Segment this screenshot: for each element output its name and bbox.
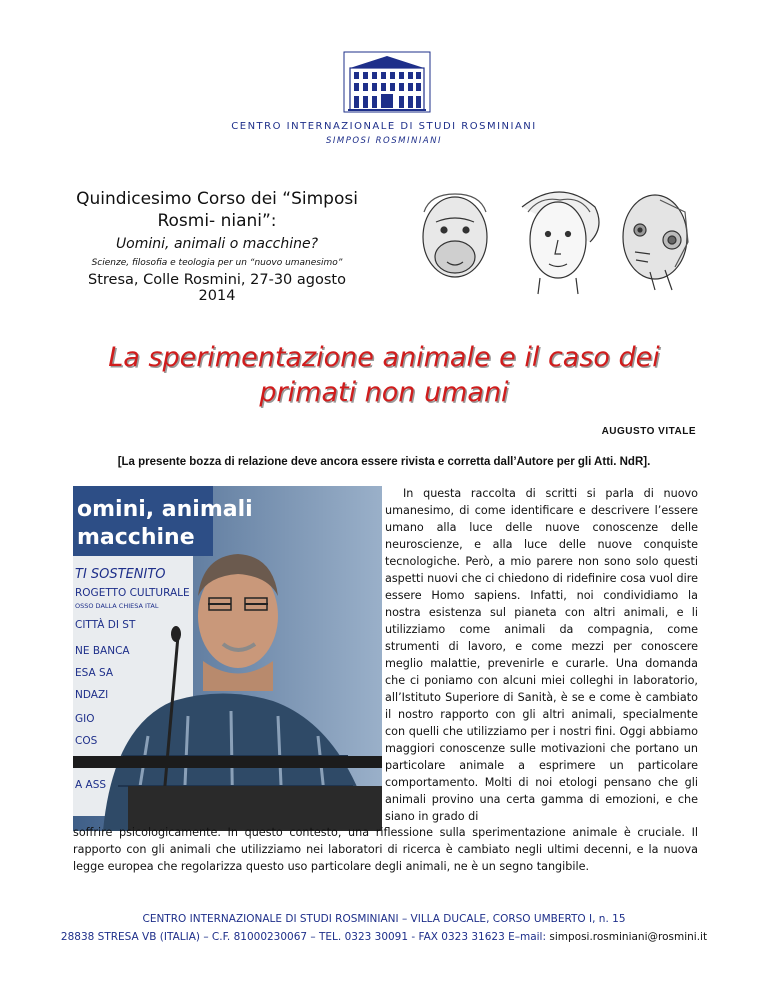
footer-address: CENTRO INTERNAZIONALE DI STUDI ROSMINIANI – VILLA DUCALE, CORSO UMBERTO I, n. 15 (142, 913, 626, 925)
sign-line-2: ROGETTO CULTURALE (75, 587, 190, 599)
sign-line-5: NE BANCA (75, 645, 130, 657)
sign-line-1: TI SOSTENITO (75, 567, 166, 582)
speaker-photo-illustration (73, 486, 382, 831)
three-heads-illustration (410, 182, 700, 297)
sign-line-3: OSSO DALLA CHIESA ITAL (75, 602, 159, 610)
sign-line-7: NDAZI (75, 689, 109, 701)
sign-line-8: GIO (75, 713, 95, 725)
org-subtitle: SIMPOSI ROSMINIANI (325, 136, 443, 146)
course-subtitle: Uomini, animali o macchine? (115, 236, 319, 252)
article-body-full (73, 824, 698, 875)
sign-line-6: ESA SA (75, 667, 114, 679)
article-body-column (385, 485, 698, 825)
article-paragraph-1-cont: soffrire psicologicamente. In questo contesto, una riflessione sulla sperimentazione animale è cruciale. Il rapporto con gli animali che utilizziamo nei laboratori di ricerca è cambiato negli ultimi decenni, e la nuova legge europea che regolarizza questo uso particolare degli animali, ne è un segno tangibile. (73, 826, 698, 873)
course-title: Quindicesimo Corso dei “Simposi Rosmi- niani”: (76, 189, 358, 231)
article-title: La sperimentazione animale e il caso dei primati non umani (108, 342, 660, 408)
footer-contacts (0, 931, 768, 943)
robot-head-icon (623, 195, 688, 290)
banner-line-2: macchine (77, 525, 195, 550)
speaker-photo (73, 486, 382, 831)
footer-email[interactable]: simposi.rosminiani@rosmini.it (549, 931, 708, 943)
building-logo-icon (342, 50, 432, 116)
editorial-note: [La presente bozza di relazione deve ancora essere rivista e corretta dall’Autore per gli Atti. NdR]. (117, 456, 651, 468)
sign-line-4: CITTÀ DI ST (75, 619, 136, 631)
course-block (72, 188, 362, 304)
sign-line-11: A ASS (75, 779, 107, 791)
footer-contacts-text: 28838 STRESA VB (ITALIA) – C.F. 81000230067 – TEL. 0323 30091 - FAX 0323 31623 E–mail: (60, 931, 547, 943)
author-name: AUGUSTO VITALE (601, 426, 696, 437)
article-paragraph-1: In questa raccolta di scritti si parla di nuovo umanesimo, di come identificare e descrivere l’essere umano alla luce delle nuove conoscenze delle neuroscienze, e alla luce delle nuove conquiste tecnologiche. Però, a mio parere non sono solo questi aspetti nuovi che ci chiedono di ridefinire cosa vuol dire essere Homo sapiens. Infatti, noi condividiamo la nostra esistenza sul pianeta con altri animali, e li utilizziamo come animali da compagnia, come strumenti di lavoro, e come mezzi per conoscere meglio malattie, prevenirle e curarle. Una domanda che ci poniamo con alcuni miei colleghi in laboratorio, all’Istituto Superiore di Sanità, è se e come è cambiato il nostro rapporto con gli altri animali, specialmente con quelli che utilizziamo per i nostri fini. Oggi abbiamo maggiori conoscenze sulle motivazioni che portano un particolare animale a esprimere un particolare comportamento. Molti di noi etologi pensano che gli animali provino una certa gamma di emozioni, e che siano in grado di (385, 487, 698, 823)
human-head-icon (522, 192, 599, 294)
course-place-date: Stresa, Colle Rosmini, 27-30 agosto 2014 (88, 272, 346, 304)
sign-line-9: COS (75, 735, 98, 747)
course-tagline: Scienze, filosofia e teologia per un “nuovo umanesimo” (91, 258, 343, 268)
ape-head-icon (423, 194, 487, 277)
banner-line-1: omini, animali (77, 497, 253, 522)
org-name: CENTRO INTERNAZIONALE DI STUDI ROSMINIANI (231, 121, 537, 132)
